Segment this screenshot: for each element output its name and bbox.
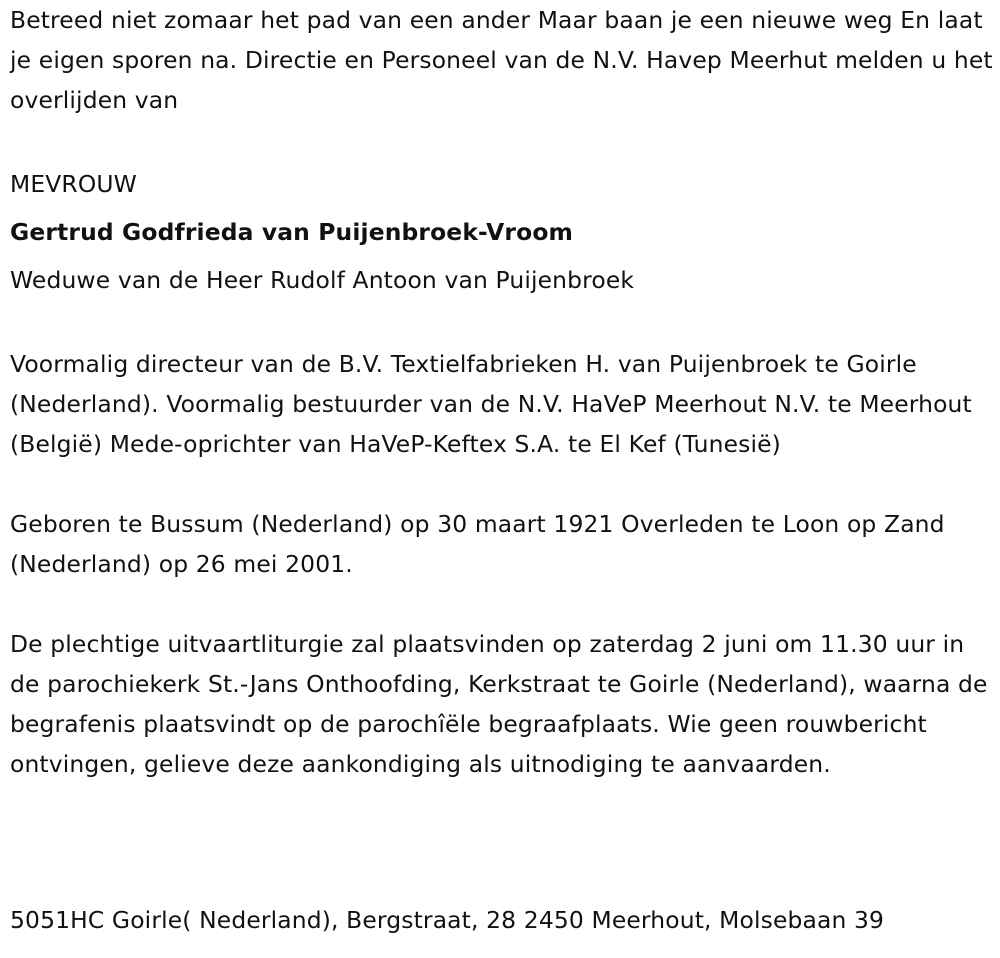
spacer [10,464,995,504]
addresses-text: 5051HC Goirle( Nederland), Bergstraat, 28 2450 Meerhout, Molsebaan 39 [10,906,885,934]
spacer [10,120,995,160]
career-text: Voormalig directeur van de B.V. Textielfabrieken H. van Puijenbroek te Goirle (Nederland). Voormalig bestuurder van de N.V. HaVeP Meerhout N.V. te Meerhout (België) Mede-oprichter van HaVeP-Keftex S.A. te El Kef (Tunesië) [10,350,972,458]
spacer [10,584,995,624]
intro-text: Betreed niet zomaar het pad van een ander Maar baan je een nieuwe weg En laat je eigen sporen na. Directie en Personeel van de N.V. Havep Meerhut melden u het overlijden van [10,6,993,114]
spacer [10,304,995,344]
honorific: MEVROUW [10,170,137,198]
death-notice [10,0,995,784]
relation-text: Weduwe van de Heer Rudolf Antoon van Puijenbroek [10,266,635,294]
birth-death-text: Geboren te Bussum (Nederland) op 30 maart 1921 Overleden te Loon op Zand (Nederland) op 26 mei 2001. [10,510,945,578]
funeral-text: De plechtige uitvaartliturgie zal plaatsvinden op zaterdag 2 juni om 11.30 uur in de parochiekerk St.-Jans Onthoofding, Kerkstraat te Goirle (Nederland), waarna de begrafenis plaatsvindt op de parochîële begraafplaats. Wie geen rouwbericht ontvingen, gelieve deze aankondiging als uitnodiging te aanvaarden. [10,630,988,778]
deceased-name: Gertrud Godfrieda van Puijenbroek-Vroom [10,218,574,246]
